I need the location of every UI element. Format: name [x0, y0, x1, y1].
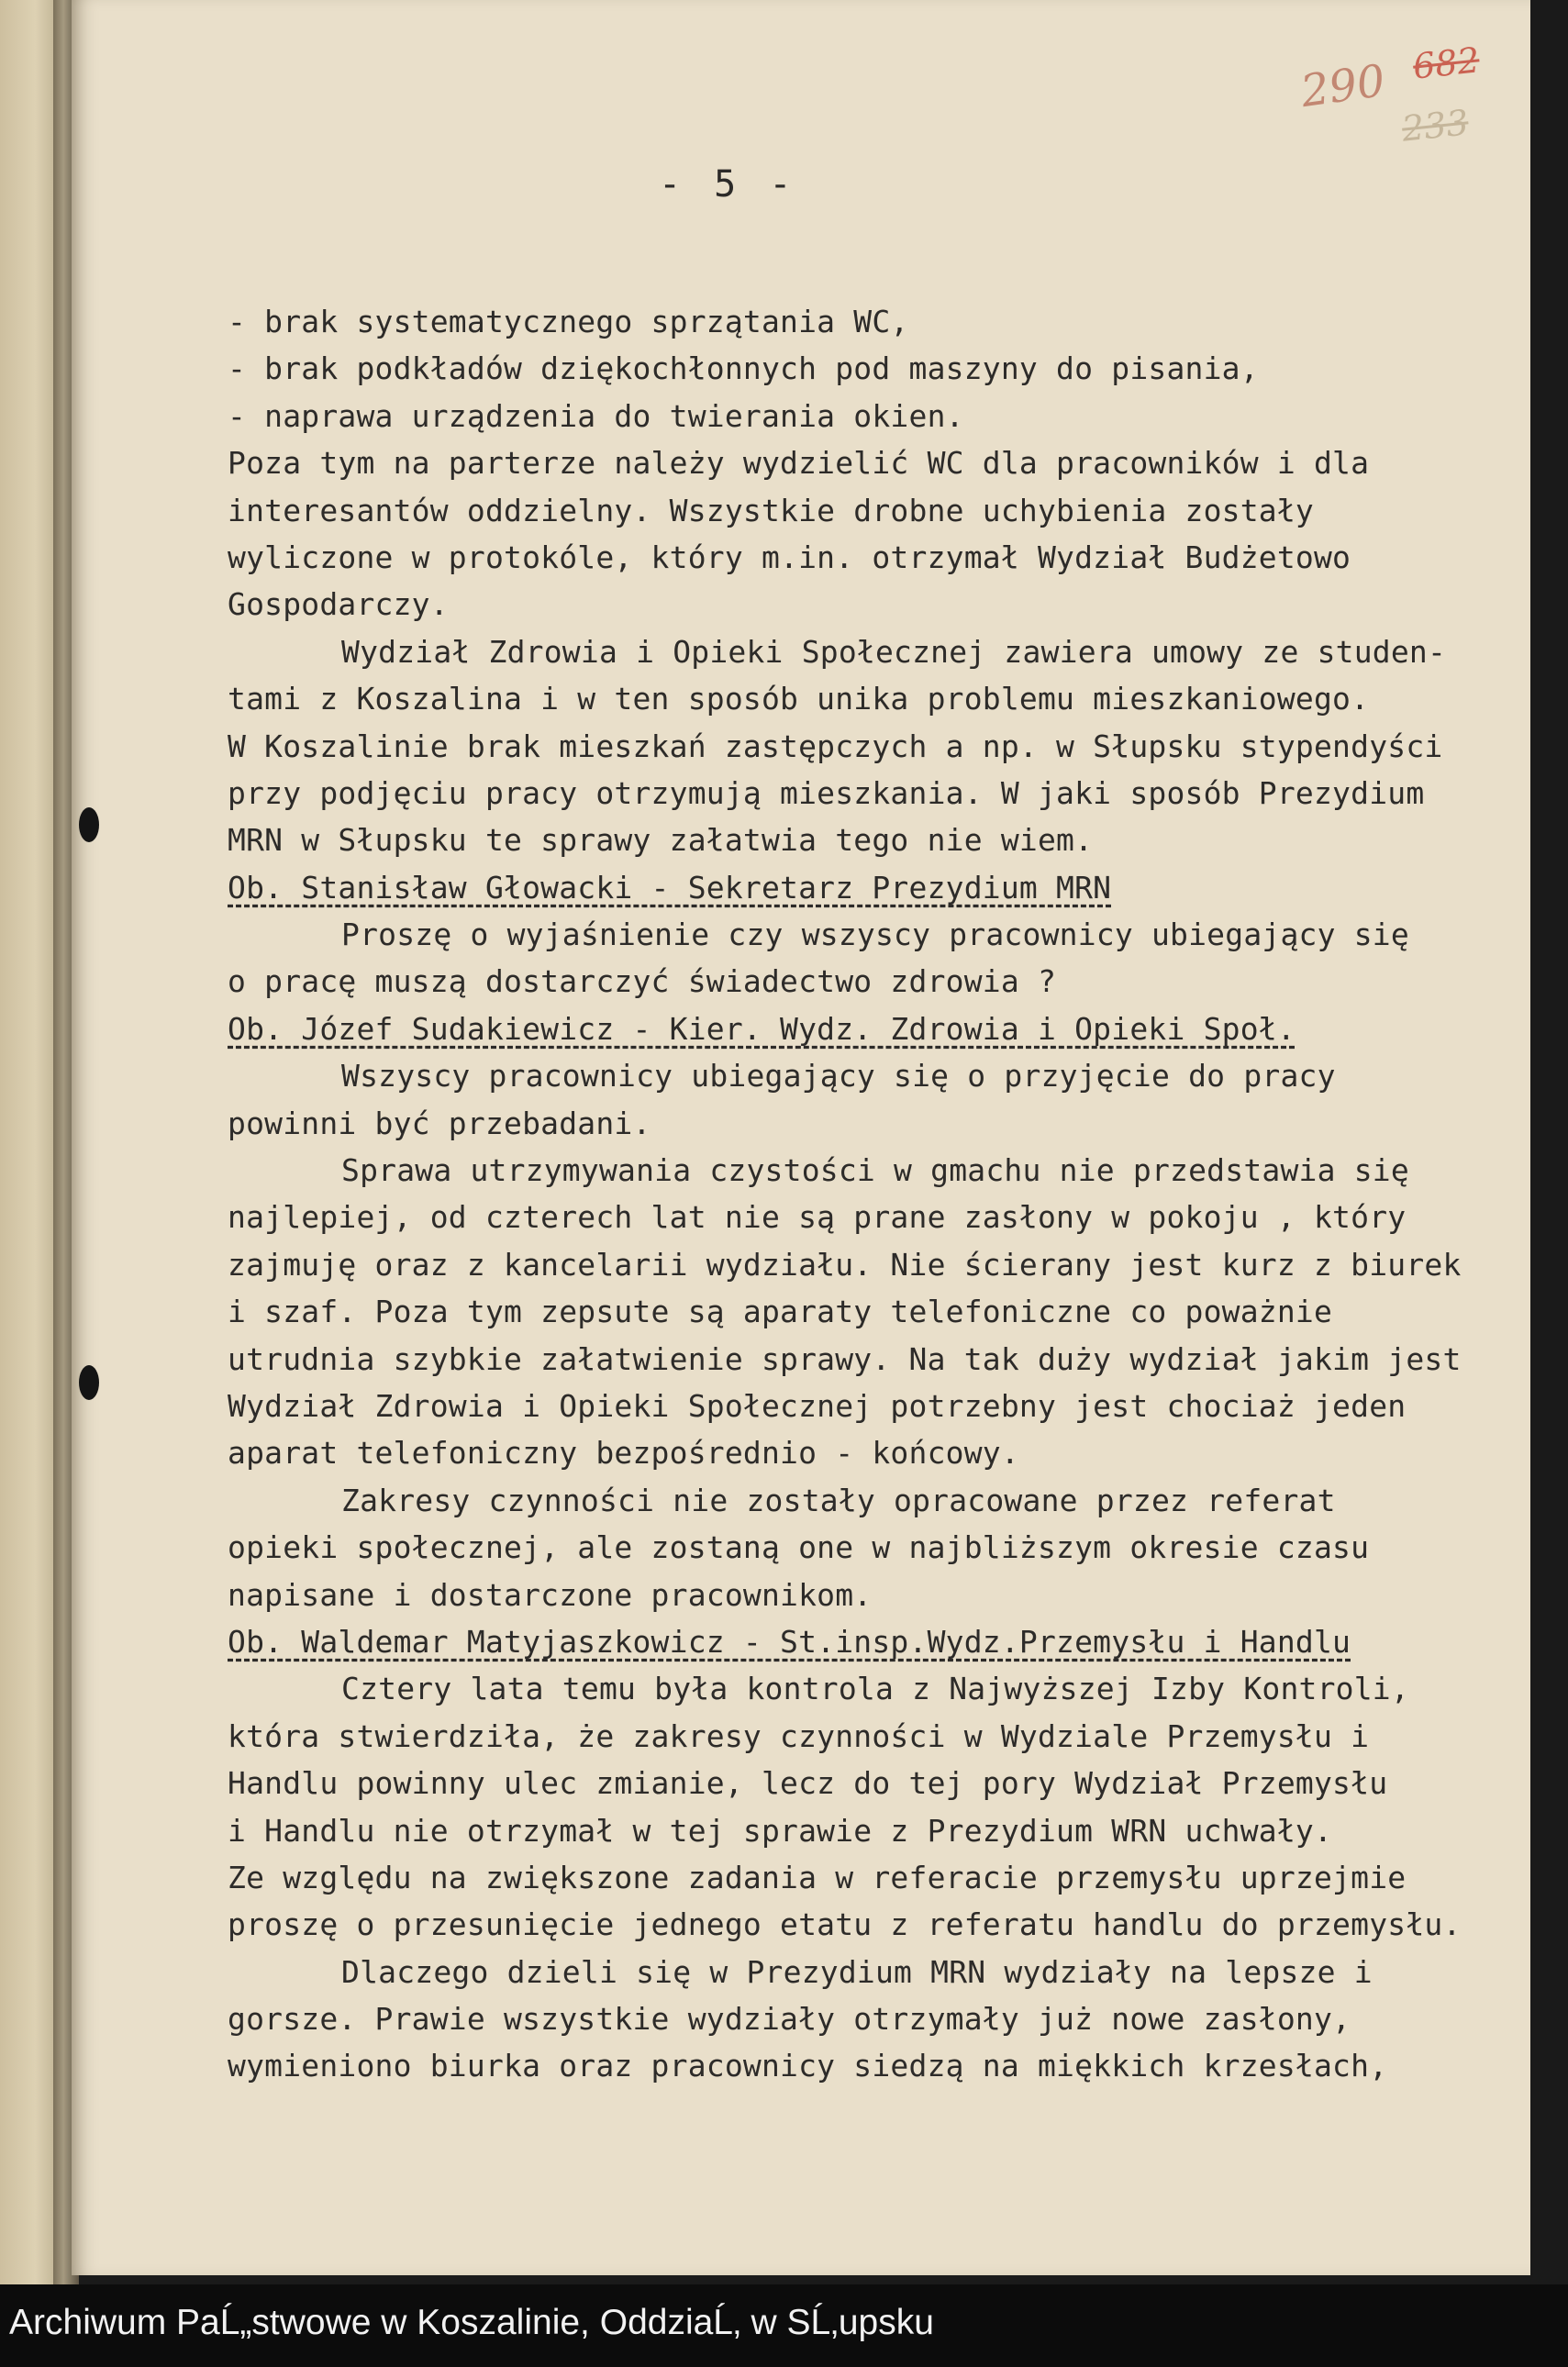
line-text: najlepiej, od czterech lat nie są prane zasłony w pokoju , który — [228, 1199, 1407, 1236]
text-line — [228, 298, 1521, 345]
folio-number: 290 — [1297, 54, 1389, 118]
line-text: utrudnia szybkie załatwienie sprawy. Na tak duży wydział jakim jest — [228, 1340, 1462, 1377]
text-line — [228, 1524, 1521, 1571]
line-text: i Handlu nie otrzymał w tej sprawie z Prezydium WRN uchwały. — [228, 1812, 1333, 1849]
speaker-heading — [228, 1618, 1521, 1665]
folio-number: 233 — [1399, 102, 1471, 150]
line-text: Cztery lata temu była kontrola z Najwyższej Izby Kontroli, — [341, 1671, 1409, 1707]
text-line — [228, 393, 1521, 439]
text-line — [228, 1288, 1521, 1335]
speaker-heading — [228, 1006, 1521, 1052]
line-text: Ob. Józef Sudakiewicz - Kier. Wydz. Zdrowia i Opieki Społ. — [228, 1010, 1296, 1047]
line-text: W Koszalinie brak mieszkań zastępczych a np. w Słupsku stypendyści — [228, 728, 1443, 764]
line-text: proszę o przesunięcie jednego etatu z referatu handlu do przemysłu. — [228, 1906, 1462, 1943]
text-line — [228, 628, 1521, 675]
line-text: Wydział Zdrowia i Opieki Społecznej potrzebny jest chociaż jeden — [228, 1387, 1407, 1424]
text-line — [228, 439, 1521, 486]
line-text: zajmuję oraz z kancelarii wydziału. Nie ścierany jest kurz z biurek — [228, 1246, 1462, 1283]
line-text: aparat telefoniczny bezpośrednio - końcowy. — [228, 1435, 1019, 1472]
line-text: napisane i dostarczone pracownikom. — [228, 1576, 873, 1613]
line-text: Ze względu na zwiększone zadania w referacie przemysłu uprzejmie — [228, 1859, 1407, 1895]
page-number: - 5 - — [659, 163, 797, 206]
line-text: Gospodarczy. — [228, 586, 449, 623]
speaker-heading — [228, 864, 1521, 911]
text-line — [228, 1194, 1521, 1240]
text-line — [228, 1665, 1521, 1712]
line-text: Wszyscy pracownicy ubiegający się o przyjęcie do pracy — [341, 1058, 1336, 1095]
line-text: - naprawa urządzenia do twierania okien. — [228, 397, 964, 434]
line-text: która stwierdziła, że zakresy czynności w Wydziale Przemysłu i — [228, 1717, 1370, 1754]
line-text: Wydział Zdrowia i Opieki Społecznej zawiera umowy ze studen- — [341, 633, 1447, 670]
text-line — [228, 1807, 1521, 1854]
text-line — [228, 581, 1521, 628]
folio-number: 682 — [1410, 39, 1482, 87]
text-line — [228, 1760, 1521, 1806]
text-line — [228, 534, 1521, 581]
line-text: Ob. Stanisław Głowacki - Sekretarz Prezydium MRN — [228, 869, 1112, 906]
line-text: gorsze. Prawie wszystkie wydziały otrzymały już nowe zasłony, — [228, 2001, 1351, 2038]
text-line — [228, 487, 1521, 534]
line-text: Dlaczego dzieli się w Prezydium MRN wydziały na lepsze i — [341, 1953, 1373, 1990]
line-text: wyliczone w protokóle, który m.in. otrzymał Wydział Budżetowo — [228, 539, 1351, 575]
archive-footer — [0, 2284, 1568, 2367]
line-text: Sprawa utrzymywania czystości w gmachu nie przedstawia się — [341, 1152, 1409, 1189]
text-line — [228, 1147, 1521, 1194]
text-line — [228, 1052, 1521, 1099]
line-text: Zakresy czynności nie zostały opracowane przez referat — [341, 1482, 1336, 1518]
archive-caption: Archiwum PaĹ„stwowe w Koszalinie, OddziaĹ‚ w SĹ‚upsku — [9, 2303, 934, 2342]
text-line — [228, 1477, 1521, 1524]
line-text: Proszę o wyjaśnienie czy wszyscy pracownicy ubiegający się — [341, 917, 1409, 953]
line-text: powinni być przebadani. — [228, 1105, 651, 1141]
line-text: i szaf. Poza tym zepsute są aparaty telefoniczne co poważnie — [228, 1294, 1333, 1330]
text-line — [228, 958, 1521, 1005]
text-line — [228, 1383, 1521, 1429]
punch-hole — [79, 1365, 99, 1400]
text-line — [228, 1995, 1521, 2042]
line-text: Handlu powinny ulec zmianie, lecz do tej pory Wydział Przemysłu — [228, 1765, 1388, 1802]
text-line — [228, 1854, 1521, 1901]
line-text: wymieniono biurka oraz pracownicy siedzą na miękkich krzesłach, — [228, 2048, 1388, 2084]
line-text: Poza tym na parterze należy wydzielić WC dla pracowników i dla — [228, 445, 1370, 482]
punch-hole — [79, 807, 99, 842]
text-line — [228, 723, 1521, 770]
text-line — [228, 2042, 1521, 2089]
text-line — [228, 817, 1521, 863]
text-line — [228, 345, 1521, 392]
text-line — [228, 770, 1521, 817]
text-line — [228, 1241, 1521, 1288]
line-text: - brak podkładów dziękochłonnych pod maszyny do pisania, — [228, 350, 1259, 387]
text-line — [228, 675, 1521, 722]
text-line — [228, 1949, 1521, 1995]
text-line — [228, 911, 1521, 958]
line-text: interesantów oddzielny. Wszystkie drobne uchybienia zostały — [228, 492, 1314, 528]
body-text — [228, 298, 1521, 2090]
line-text: MRN w Słupsku te sprawy załatwia tego nie wiem. — [228, 822, 1094, 859]
text-line — [228, 1572, 1521, 1618]
line-text: - brak systematycznego sprzątania WC, — [228, 304, 909, 339]
text-line — [228, 1336, 1521, 1383]
text-line — [228, 1100, 1521, 1147]
line-text: przy podjęciu pracy otrzymują mieszkania. W jaki sposób Prezydium — [228, 774, 1425, 811]
text-line — [228, 1713, 1521, 1760]
text-line — [228, 1429, 1521, 1476]
line-text: Ob. Waldemar Matyjaszkowicz - St.insp.Wydz.Przemysłu i Handlu — [228, 1623, 1351, 1660]
line-text: tami z Koszalina i w ten sposób unika problemu mieszkaniowego. — [228, 681, 1370, 717]
line-text: opieki społecznej, ale zostaną one w najbliższym okresie czasu — [228, 1529, 1370, 1566]
line-text: o pracę muszą dostarczyć świadectwo zdrowia ? — [228, 963, 1057, 1000]
text-line — [228, 1901, 1521, 1948]
